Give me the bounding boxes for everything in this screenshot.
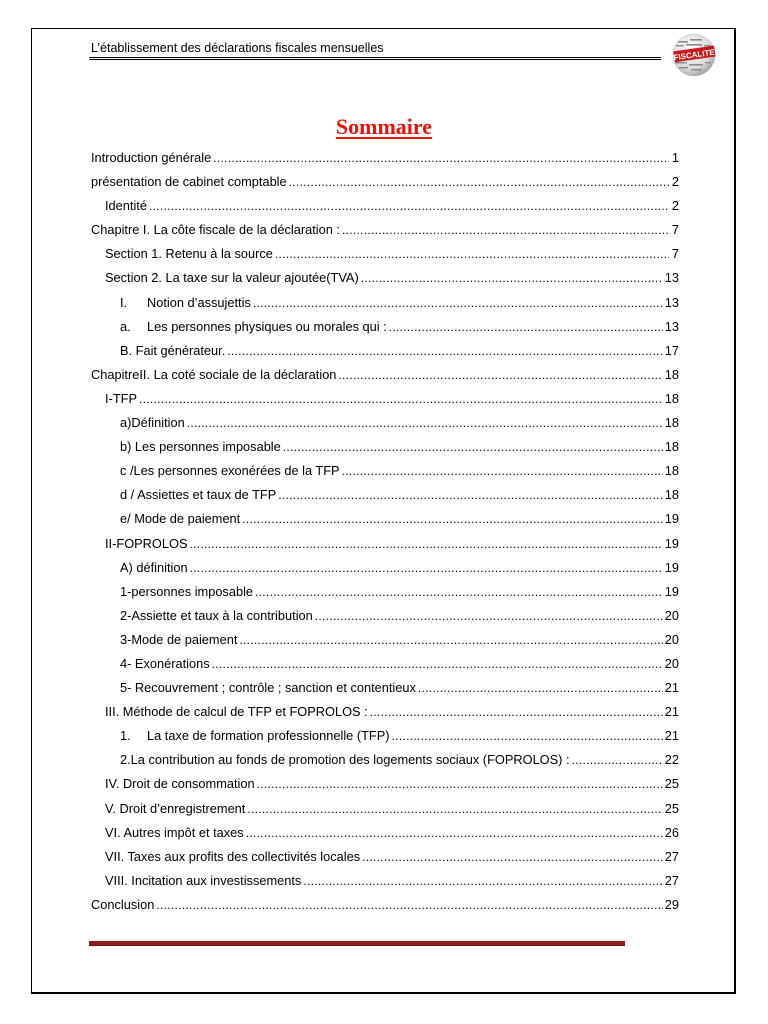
toc-entry[interactable] — [91, 580, 679, 604]
toc-dot-leader — [275, 242, 669, 266]
toc-dot-leader — [190, 556, 663, 580]
toc-entry[interactable] — [91, 266, 679, 290]
running-header: L’établissement des déclarations fiscales mensuelles — [91, 41, 384, 55]
toc-entry[interactable] — [91, 869, 679, 893]
toc-entry[interactable] — [91, 821, 679, 845]
toc-entry[interactable] — [91, 532, 679, 556]
toc-entry-text: d / Assiettes et taux de TFP — [120, 487, 277, 503]
toc-entry-text: 2-Assiette et taux à la contribution — [120, 607, 313, 623]
toc-entry-text: e/ Mode de paiement — [120, 511, 241, 527]
toc-page-number: 1 — [671, 150, 679, 165]
toc-page-number: 25 — [664, 800, 679, 816]
toc-entry-text: VI. Autres impôt et taxes — [105, 824, 244, 840]
toc-page-number: 25 — [664, 776, 679, 792]
toc-page-number: 21 — [664, 728, 679, 744]
toc-dot-leader — [338, 363, 662, 387]
toc-entry[interactable] — [91, 315, 679, 339]
toc-dot-leader — [315, 604, 663, 628]
toc-dot-leader — [242, 507, 663, 531]
toc-entry-text: Notion d’assujettis — [147, 294, 251, 310]
toc-dot-leader — [247, 797, 662, 821]
toc-entry[interactable] — [91, 797, 679, 821]
toc-dot-leader — [283, 435, 663, 459]
toc-page-number: 21 — [664, 704, 679, 720]
toc-entry[interactable] — [91, 291, 679, 315]
toc-dot-leader — [212, 652, 663, 676]
toc-dot-leader — [342, 459, 663, 483]
toc-page-number: 18 — [664, 415, 679, 431]
toc-entry[interactable] — [91, 435, 679, 459]
toc-dot-leader — [389, 315, 663, 339]
toc-dot-leader — [187, 411, 663, 435]
toc-entry[interactable] — [91, 170, 679, 194]
toc-page-number: 29 — [664, 896, 679, 912]
toc-page-number: 7 — [671, 222, 679, 238]
toc-page-number: 26 — [664, 824, 679, 840]
toc-entry-text: Conclusion — [91, 896, 155, 912]
toc-page-number: 22 — [664, 752, 679, 768]
toc-page-number: 19 — [664, 559, 679, 575]
toc-entry-text: 5- Recouvrement ; contrôle ; sanction et contentieux — [120, 680, 416, 696]
toc-page-number: 20 — [664, 607, 679, 623]
toc-entry-number: I. — [120, 294, 128, 310]
toc-entry[interactable] — [91, 893, 679, 917]
toc-entry-text: présentation de cabinet comptable — [91, 174, 287, 190]
toc-entry-text: B. Fait générateur. — [120, 342, 226, 358]
toc-page-number: 18 — [664, 487, 679, 503]
toc-entry[interactable] — [91, 676, 679, 700]
toc-entry-number: a. — [120, 318, 131, 334]
toc-entry[interactable] — [91, 556, 679, 580]
toc-entry-text: c /Les personnes exonérées de la TFP — [120, 463, 340, 479]
toc-entry[interactable] — [91, 748, 679, 772]
toc-dot-leader — [255, 580, 663, 604]
toc-entry-text: 1-personnes imposable — [120, 583, 254, 599]
header-rule — [89, 57, 661, 60]
toc-page-number: 2 — [671, 198, 679, 214]
toc-dot-leader — [361, 266, 663, 290]
toc-page-number: 18 — [664, 366, 679, 382]
toc-entry[interactable] — [91, 363, 679, 387]
toc-entry-text: Introduction générale — [91, 150, 212, 165]
toc-page-number: 19 — [664, 583, 679, 599]
toc-entry[interactable] — [91, 218, 679, 242]
toc-dot-leader — [213, 146, 669, 170]
toc-page-number: 18 — [664, 439, 679, 455]
document-title: Sommaire — [335, 114, 433, 139]
toc-dot-leader — [572, 748, 663, 772]
toc-dot-leader — [139, 387, 663, 411]
toc-entry-text: 2.La contribution au fonds de promotion des logements sociaux (FOPROLOS) : — [120, 752, 570, 768]
toc-entry[interactable] — [91, 724, 679, 748]
toc-entry-text: Les personnes physiques ou morales qui : — [147, 318, 387, 334]
toc-entry[interactable] — [91, 146, 679, 170]
toc-entry-text: Section 1. Retenu à la source — [105, 246, 273, 262]
toc-page-number: 13 — [664, 270, 679, 286]
toc-page-number: 13 — [664, 318, 679, 334]
toc-entry-text: I-TFP — [105, 390, 137, 406]
toc-page-number: 13 — [664, 294, 679, 310]
toc-page-number: 27 — [664, 872, 679, 888]
toc-entry[interactable] — [91, 242, 679, 266]
toc-entry-text: V. Droit d’enregistrement — [105, 800, 246, 816]
toc-dot-leader — [189, 532, 662, 556]
toc-entry[interactable] — [91, 628, 679, 652]
toc-entry[interactable] — [91, 772, 679, 796]
toc-entry-text: 3-Mode de paiement — [120, 631, 238, 647]
toc-page-number: 20 — [664, 631, 679, 647]
toc-entry-number: 1. — [120, 728, 131, 744]
toc-entry-text: VII. Taxes aux profits des collectivités locales — [105, 848, 361, 864]
toc-page-number: 17 — [664, 342, 679, 358]
table-of-contents — [91, 146, 679, 917]
toc-entry[interactable] — [91, 411, 679, 435]
toc-dot-leader — [156, 893, 662, 917]
toc-entry-text: 4- Exonérations — [120, 655, 210, 671]
toc-entry[interactable] — [91, 652, 679, 676]
toc-page-number: 18 — [664, 390, 679, 406]
toc-dot-leader — [227, 339, 662, 363]
toc-dot-leader — [342, 218, 669, 242]
toc-page-number: 20 — [664, 655, 679, 671]
toc-page-number: 18 — [664, 463, 679, 479]
toc-dot-leader — [289, 170, 669, 194]
toc-dot-leader — [253, 291, 663, 315]
toc-entry-text: Chapitre I. La côte fiscale de la déclaration : — [91, 222, 340, 238]
toc-dot-leader — [303, 869, 662, 893]
toc-page-number: 19 — [664, 511, 679, 527]
toc-dot-leader — [149, 194, 669, 218]
toc-entry[interactable] — [91, 459, 679, 483]
toc-entry-text: A) définition — [120, 559, 188, 575]
toc-page-number: 19 — [664, 535, 679, 551]
toc-entry[interactable] — [91, 339, 679, 363]
toc-entry[interactable] — [91, 387, 679, 411]
fiscalite-logo — [663, 31, 723, 81]
logo-text: FISCALITE — [673, 47, 716, 63]
toc-entry-text: La taxe de formation professionnelle (TFP) — [147, 728, 390, 744]
toc-dot-leader — [257, 772, 663, 796]
toc-entry[interactable] — [91, 845, 679, 869]
toc-entry[interactable] — [91, 700, 679, 724]
toc-page-number: 7 — [671, 246, 679, 262]
toc-entry[interactable] — [91, 507, 679, 531]
toc-entry-text: VIII. Incitation aux investissements — [105, 872, 302, 888]
toc-page-number: 2 — [671, 174, 679, 190]
toc-entry[interactable] — [91, 604, 679, 628]
toc-page-number: 21 — [664, 680, 679, 696]
toc-dot-leader — [278, 483, 663, 507]
toc-dot-leader — [246, 821, 663, 845]
toc-entry-text: Identité — [105, 198, 147, 214]
toc-dot-leader — [370, 700, 663, 724]
toc-entry[interactable] — [91, 483, 679, 507]
toc-entry-text: II-FOPROLOS — [105, 535, 188, 551]
toc-entry[interactable] — [91, 194, 679, 218]
toc-dot-leader — [239, 628, 662, 652]
toc-dot-leader — [362, 845, 663, 869]
toc-page-number: 27 — [664, 848, 679, 864]
toc-entry-text: Section 2. La taxe sur la valeur ajoutée(TVA) — [105, 270, 359, 286]
toc-entry-text: b) Les personnes imposable — [120, 439, 281, 455]
toc-entry-text: III. Méthode de calcul de TFP et FOPROLOS : — [105, 704, 368, 720]
toc-dot-leader — [392, 724, 663, 748]
toc-dot-leader — [418, 676, 663, 700]
toc-entry-text: a)Définition — [120, 415, 185, 431]
footer-rule — [89, 941, 625, 946]
toc-entry-text: ChapitreII. La coté sociale de la déclaration — [91, 366, 337, 382]
toc-entry-text: IV. Droit de consommation — [105, 776, 255, 792]
